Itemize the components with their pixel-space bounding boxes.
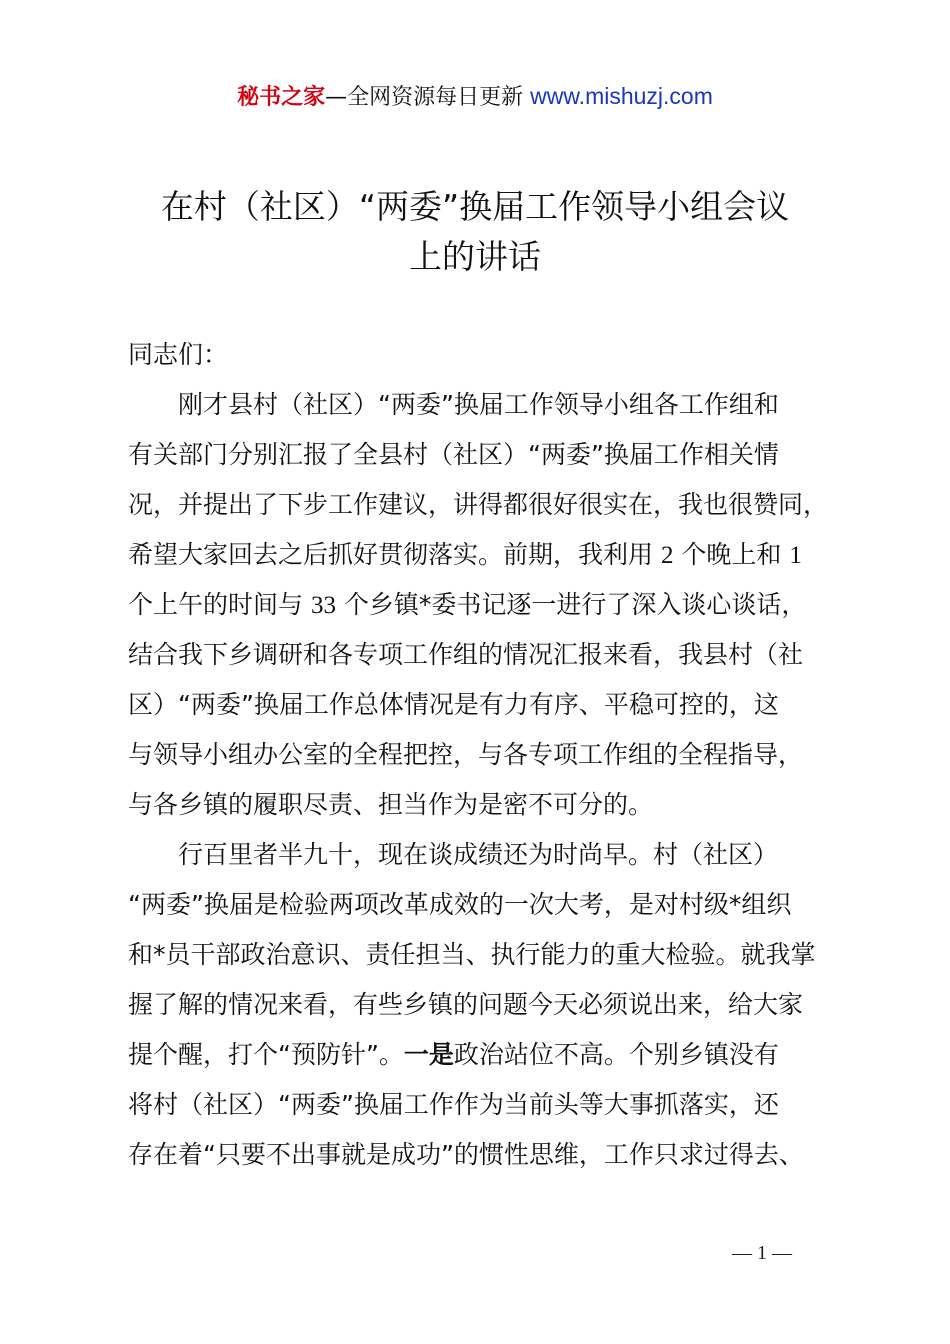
bold-run: 一是 <box>403 1040 454 1069</box>
salutation: 同志们： <box>128 340 229 369</box>
title-line-1: 在村（社区）“两委”换届工作领导小组会议 <box>160 187 790 226</box>
number-run: 2 <box>660 542 674 569</box>
paragraph-line: 况，并提出了下步工作建议，讲得都很好很实在，我也很赞同， <box>128 490 829 519</box>
paragraph-line: 握了解的情况来看，有些乡镇的问题今天必须说出来，给大家 <box>128 990 804 1019</box>
text-run: 提个醒，打个“预防针”。 <box>128 1040 404 1069</box>
site-header <box>0 80 950 114</box>
paragraph-line: “两委”换届是检验两项改革成效的一次大考，是对村级*组织 <box>128 890 792 919</box>
text-run: 个乡镇*委书记逐一进行了深入谈心谈话， <box>343 590 807 619</box>
number-run: 33 <box>310 592 336 619</box>
document-body <box>128 330 858 1180</box>
text-run: 希望大家回去之后抓好贯彻落实。前期，我利用 <box>128 540 654 569</box>
paragraph-line: 有关部门分别汇报了全县村（社区）“两委”换届工作相关情 <box>128 440 779 469</box>
site-tagline: —全网资源每日更新 <box>325 85 531 110</box>
paragraph-line <box>128 580 858 630</box>
page-number: — 1 — <box>732 1242 792 1264</box>
paragraph-line <box>128 530 858 580</box>
paragraph-line <box>128 1030 858 1080</box>
text-run: 个晚上和 <box>681 540 782 569</box>
site-brand: 秘书之家 <box>237 85 326 110</box>
site-url-link[interactable]: www.mishuzj.com <box>530 83 713 109</box>
title-line-2: 上的讲话 <box>409 237 541 276</box>
paragraph-line: 行百里者半九十，现在谈成绩还为时尚早。村（社区） <box>178 840 779 869</box>
text-run: 个上午的时间与 <box>128 590 304 619</box>
paragraph-line: 结合我下乡调研和各专项工作组的情况汇报来看，我县村（社 <box>128 640 804 669</box>
paragraph-line: 和*员干部政治意识、责任担当、执行能力的重大检验。就我掌 <box>128 940 816 969</box>
text-run: 政治站位不高。个别乡镇没有 <box>453 1040 779 1069</box>
number-run: 1 <box>789 542 802 569</box>
paragraph-line: 与领导小组办公室的全程把控，与各专项工作组的全程指导， <box>128 740 804 769</box>
paragraph-line: 区）“两委”换届工作总体情况是有力有序、平稳可控的，这 <box>128 690 779 719</box>
paragraph-line: 将村（社区）“两委”换届工作作为当前头等大事抓落实，还 <box>128 1090 779 1119</box>
paragraph-line: 存在着“只要不出事就是成功”的惯性思维，工作只求过得去、 <box>128 1140 804 1169</box>
paragraph-line: 刚才县村（社区）“两委”换届工作领导小组各工作组和 <box>178 390 779 419</box>
document-title <box>100 182 850 282</box>
paragraph-line: 与各乡镇的履职尽责、担当作为是密不可分的。 <box>128 790 654 819</box>
